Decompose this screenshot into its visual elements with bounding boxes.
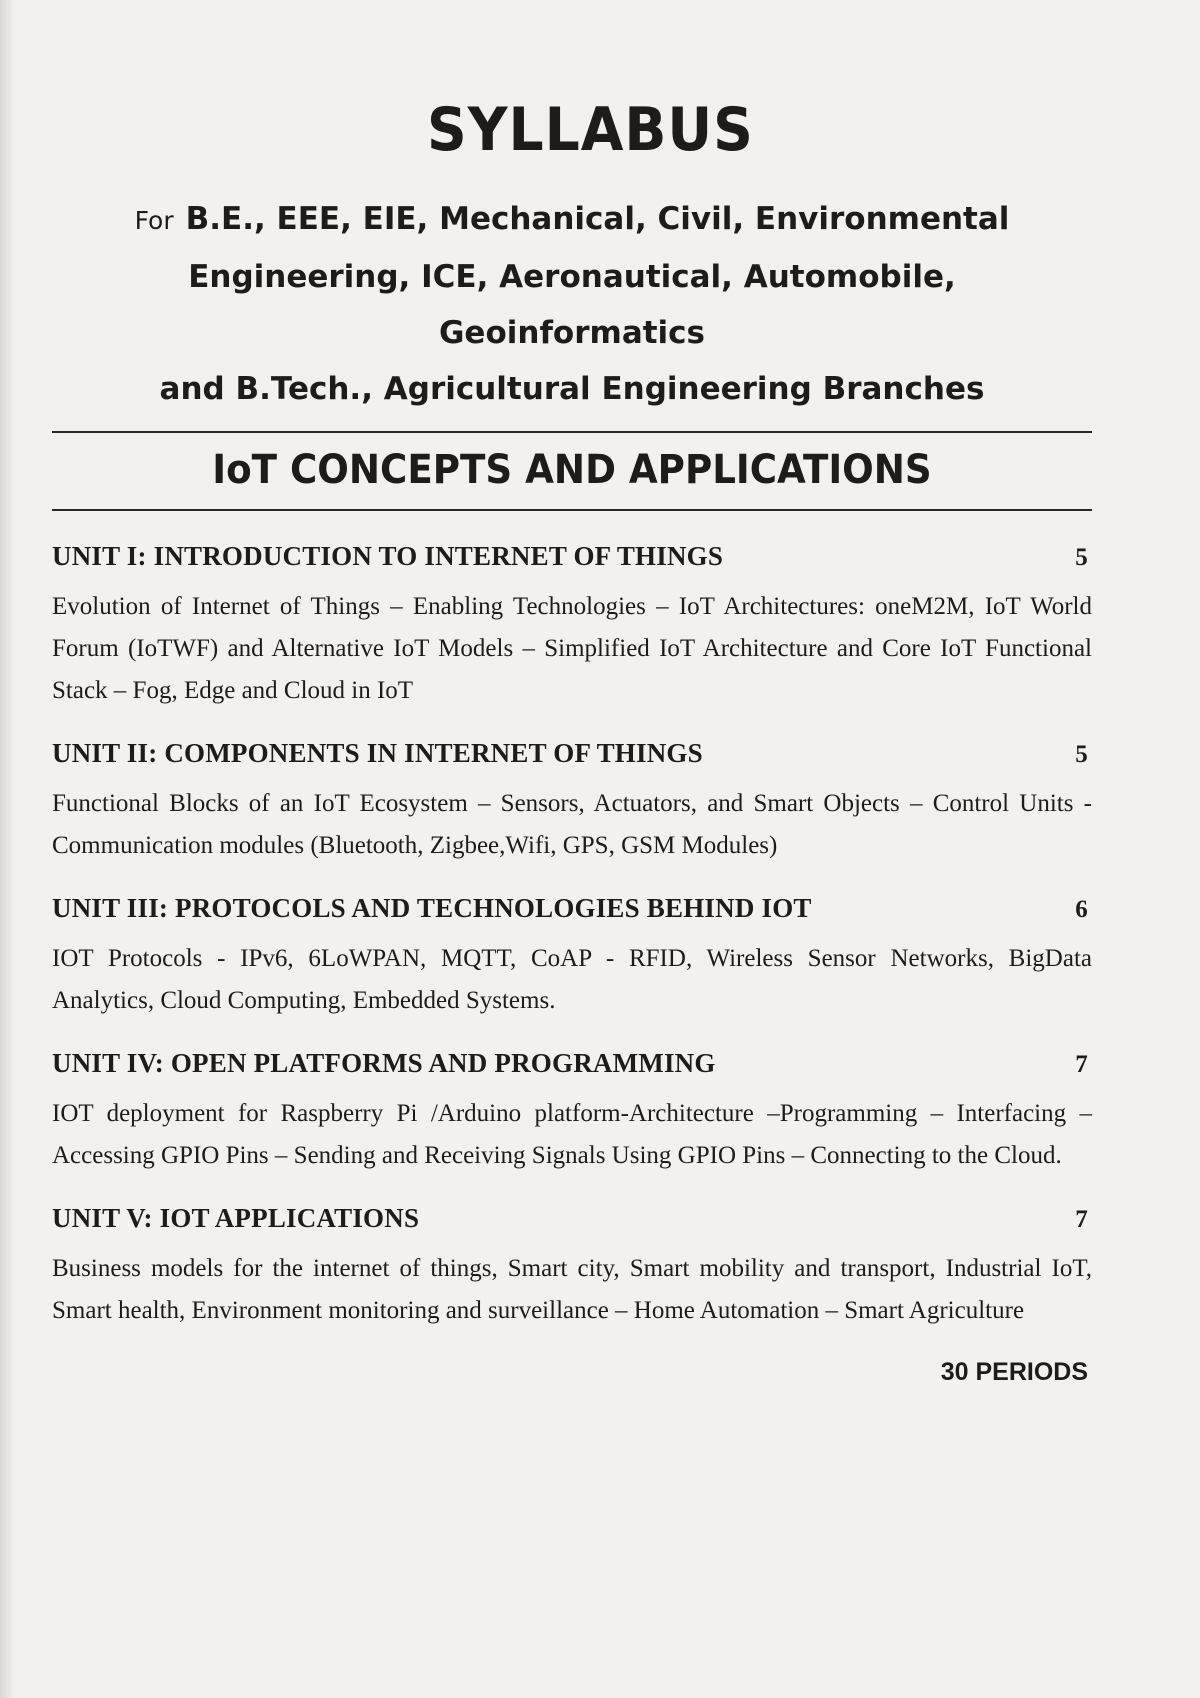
audience-text-1: B.E., EEE, EIE, Mechanical, Civil, Environmental — [185, 201, 1010, 237]
unit-heading-row — [52, 1203, 1092, 1234]
unit-heading: UNIT III: PROTOCOLS AND TECHNOLOGIES BEHIND IOT — [52, 893, 812, 923]
bottom-divider — [52, 509, 1092, 511]
unit-3 — [52, 893, 1092, 1022]
audience-line-1 — [52, 191, 1092, 249]
unit-heading: UNIT IV: OPEN PLATFORMS AND PROGRAMMING — [52, 1048, 716, 1078]
unit-4 — [52, 1048, 1092, 1177]
unit-2 — [52, 738, 1092, 867]
audience-line-3: and B.Tech., Agricultural Engineering Branches — [159, 371, 985, 407]
unit-description: Business models for the internet of things, Smart city, Smart mobility and transport, Industrial IoT, Smart health, Environment monitoring and surveillance – Home Automation – Smart Agriculture — [52, 1255, 1092, 1324]
unit-1 — [52, 541, 1092, 712]
unit-hours: 7 — [1075, 1051, 1088, 1078]
unit-heading-row — [52, 541, 1092, 572]
unit-description: IOT Protocols - IPv6, 6LoWPAN, MQTT, CoAP - RFID, Wireless Sensor Networks, BigData Analytics, Cloud Computing, Embedded Systems. — [52, 945, 1092, 1014]
unit-description: Functional Blocks of an IoT Ecosystem – Sensors, Actuators, and Smart Objects – Control Units - Communication modules (Bluetooth, Zigbee,Wifi, GPS, GSM Modules) — [52, 790, 1092, 859]
unit-list — [52, 541, 1092, 1332]
unit-heading: UNIT II: COMPONENTS IN INTERNET OF THINGS — [52, 738, 703, 768]
unit-hours: 6 — [1075, 896, 1088, 923]
course-title: IoT CONCEPTS AND APPLICATIONS — [212, 447, 932, 493]
unit-hours: 7 — [1075, 1206, 1088, 1233]
unit-description: IOT deployment for Raspberry Pi /Arduino platform-Architecture –Programming – Interfacing – Accessing GPIO Pins – Sending and Receiving Signals Using GPIO Pins – Connecting to the Cloud. — [52, 1100, 1092, 1169]
unit-5 — [52, 1203, 1092, 1332]
audience-block — [52, 191, 1092, 417]
audience-line-2: Engineering, ICE, Aeronautical, Automobile, Geoinformatics — [188, 259, 956, 351]
page-content — [52, 95, 1092, 1387]
unit-heading-row — [52, 1048, 1092, 1079]
unit-hours: 5 — [1075, 741, 1088, 768]
unit-heading: UNIT I: INTRODUCTION TO INTERNET OF THINGS — [52, 541, 724, 571]
unit-heading-row — [52, 738, 1092, 769]
unit-heading-row — [52, 893, 1092, 924]
top-divider — [52, 431, 1092, 433]
unit-heading: UNIT V: IOT APPLICATIONS — [52, 1203, 420, 1233]
for-label: For — [134, 206, 174, 235]
page-title: SYLLABUS — [426, 95, 754, 165]
unit-hours: 5 — [1075, 544, 1088, 571]
unit-description: Evolution of Internet of Things – Enabling Technologies – IoT Architectures: oneM2M, IoT World Forum (IoTWF) and Alternative IoT Models – Simplified IoT Architecture and Core IoT Functional Stack – Fog, Edge and Cloud in IoT — [52, 593, 1092, 704]
total-periods: 30 PERIODS — [940, 1358, 1088, 1386]
